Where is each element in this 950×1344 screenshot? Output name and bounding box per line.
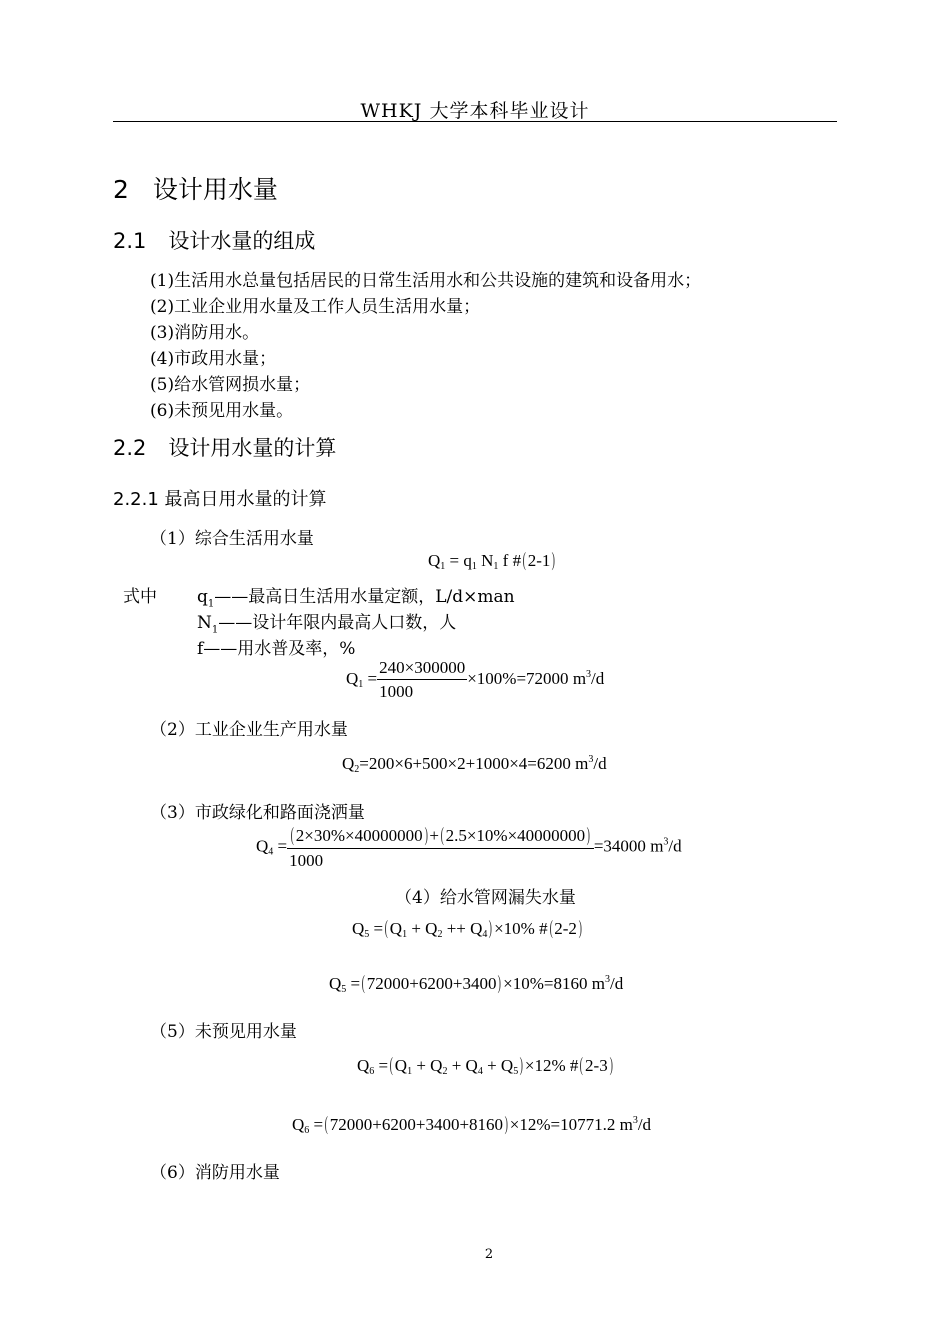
list-item: (6)未预见用水量。 bbox=[150, 401, 294, 421]
item-2-label: （2）工业企业生产用水量 bbox=[150, 720, 348, 740]
section-2-2-heading bbox=[113, 432, 336, 462]
item-3-label: （3）市政绿化和路面浇洒量 bbox=[150, 803, 365, 823]
where-q1: $q_1——$最高日生活用水量定额，L/d×man bbox=[197, 587, 515, 610]
equation-tag: 2-2 bbox=[554, 919, 577, 938]
subsection-title: 最高日用水量的计算 bbox=[164, 489, 327, 510]
section-title: 设计用水量的计算 bbox=[168, 436, 337, 460]
where-f: f——用水普及率，% bbox=[197, 639, 356, 659]
where-n1: $N_1——$设计年限内最高人口数，人 bbox=[197, 613, 457, 636]
fraction-numerator: (2×30%×40000000)+(2.5×10%×40000000) bbox=[287, 824, 594, 849]
list-item: (5)给水管网损水量； bbox=[150, 375, 311, 395]
subsection-number: 2.2.1 bbox=[113, 489, 159, 510]
item-1-label: （1）综合生活用水量 bbox=[150, 529, 314, 549]
header-divider bbox=[113, 121, 837, 122]
item-6-label: （6）消防用水量 bbox=[150, 1163, 280, 1183]
equation-tag: 2-1 bbox=[527, 551, 551, 570]
equation-q6-calc: $Q_6 =(72000+6200+3400+8160)\times 12\%=10771.2$ $m^3/d$ bbox=[292, 1113, 652, 1136]
equation-q4: $Q_4$ = $\frac{(2\times 30\%\times 40000000)+(2.5\times 10\%\times 40000000)}{1000}$ =34000 $m^3/d$ bbox=[256, 824, 682, 870]
where-label: 式中 bbox=[123, 587, 157, 607]
fraction-numerator: 240×300000 bbox=[377, 658, 467, 680]
chapter-title: 设计用水量 bbox=[152, 175, 278, 204]
section-number: 2.2 bbox=[113, 436, 147, 460]
list-item: (4)市政用水量； bbox=[150, 349, 277, 369]
page-number: 2 bbox=[484, 1247, 494, 1262]
chapter-heading bbox=[113, 170, 278, 206]
item-5-label: （5）未预见用水量 bbox=[150, 1022, 297, 1042]
equation-q2: $Q_2=200\times 6+500\times 2+1000\times 4=6200$ $m^3/d$ bbox=[342, 754, 607, 775]
fraction-denominator: 1000 bbox=[379, 682, 414, 701]
section-title: 设计水量的组成 bbox=[168, 229, 316, 253]
list-item: (2)工业企业用水量及工作人员生活用水量； bbox=[150, 297, 481, 317]
equation-2-3: $Q_6 =(Q_1 + Q_2 + Q_4 + Q_5)\times 12\%$ #(2-3) bbox=[357, 1054, 613, 1077]
equation-tag: 2-3 bbox=[585, 1056, 608, 1075]
chapter-number: 2 bbox=[113, 175, 129, 204]
item-4-label: （4）给水管网漏失水量 bbox=[395, 888, 576, 908]
equation-q5-calc: $Q_5 =(72000+6200+3400)\times 10\%=8160$ $m^3/d$ bbox=[329, 972, 624, 995]
list-item: (3)消防用水。 bbox=[150, 323, 260, 343]
equation-2-1: $Q_1 = q_1$ $N_1$ f #(2-1) bbox=[428, 549, 556, 572]
fraction-denominator: 1000 bbox=[289, 851, 324, 870]
subsection-2-2-1-heading bbox=[113, 485, 327, 511]
equation-2-2: $Q_5 =(Q_1 + Q_2 ++ Q_4)\times 10\%$ #(2-2) bbox=[352, 917, 582, 940]
equation-q1-calc: $Q_1$ = $\frac{240\times 300000}{1000}$ ×100%=72000 $m^3/d$ bbox=[346, 658, 605, 701]
section-number: 2.1 bbox=[113, 229, 147, 253]
list-item: (1)生活用水总量包括居民的日常生活用水和公共设施的建筑和设备用水； bbox=[150, 271, 702, 291]
section-2-1-heading bbox=[113, 225, 315, 255]
running-header: WHKJ 大学本科毕业设计 bbox=[360, 100, 590, 122]
